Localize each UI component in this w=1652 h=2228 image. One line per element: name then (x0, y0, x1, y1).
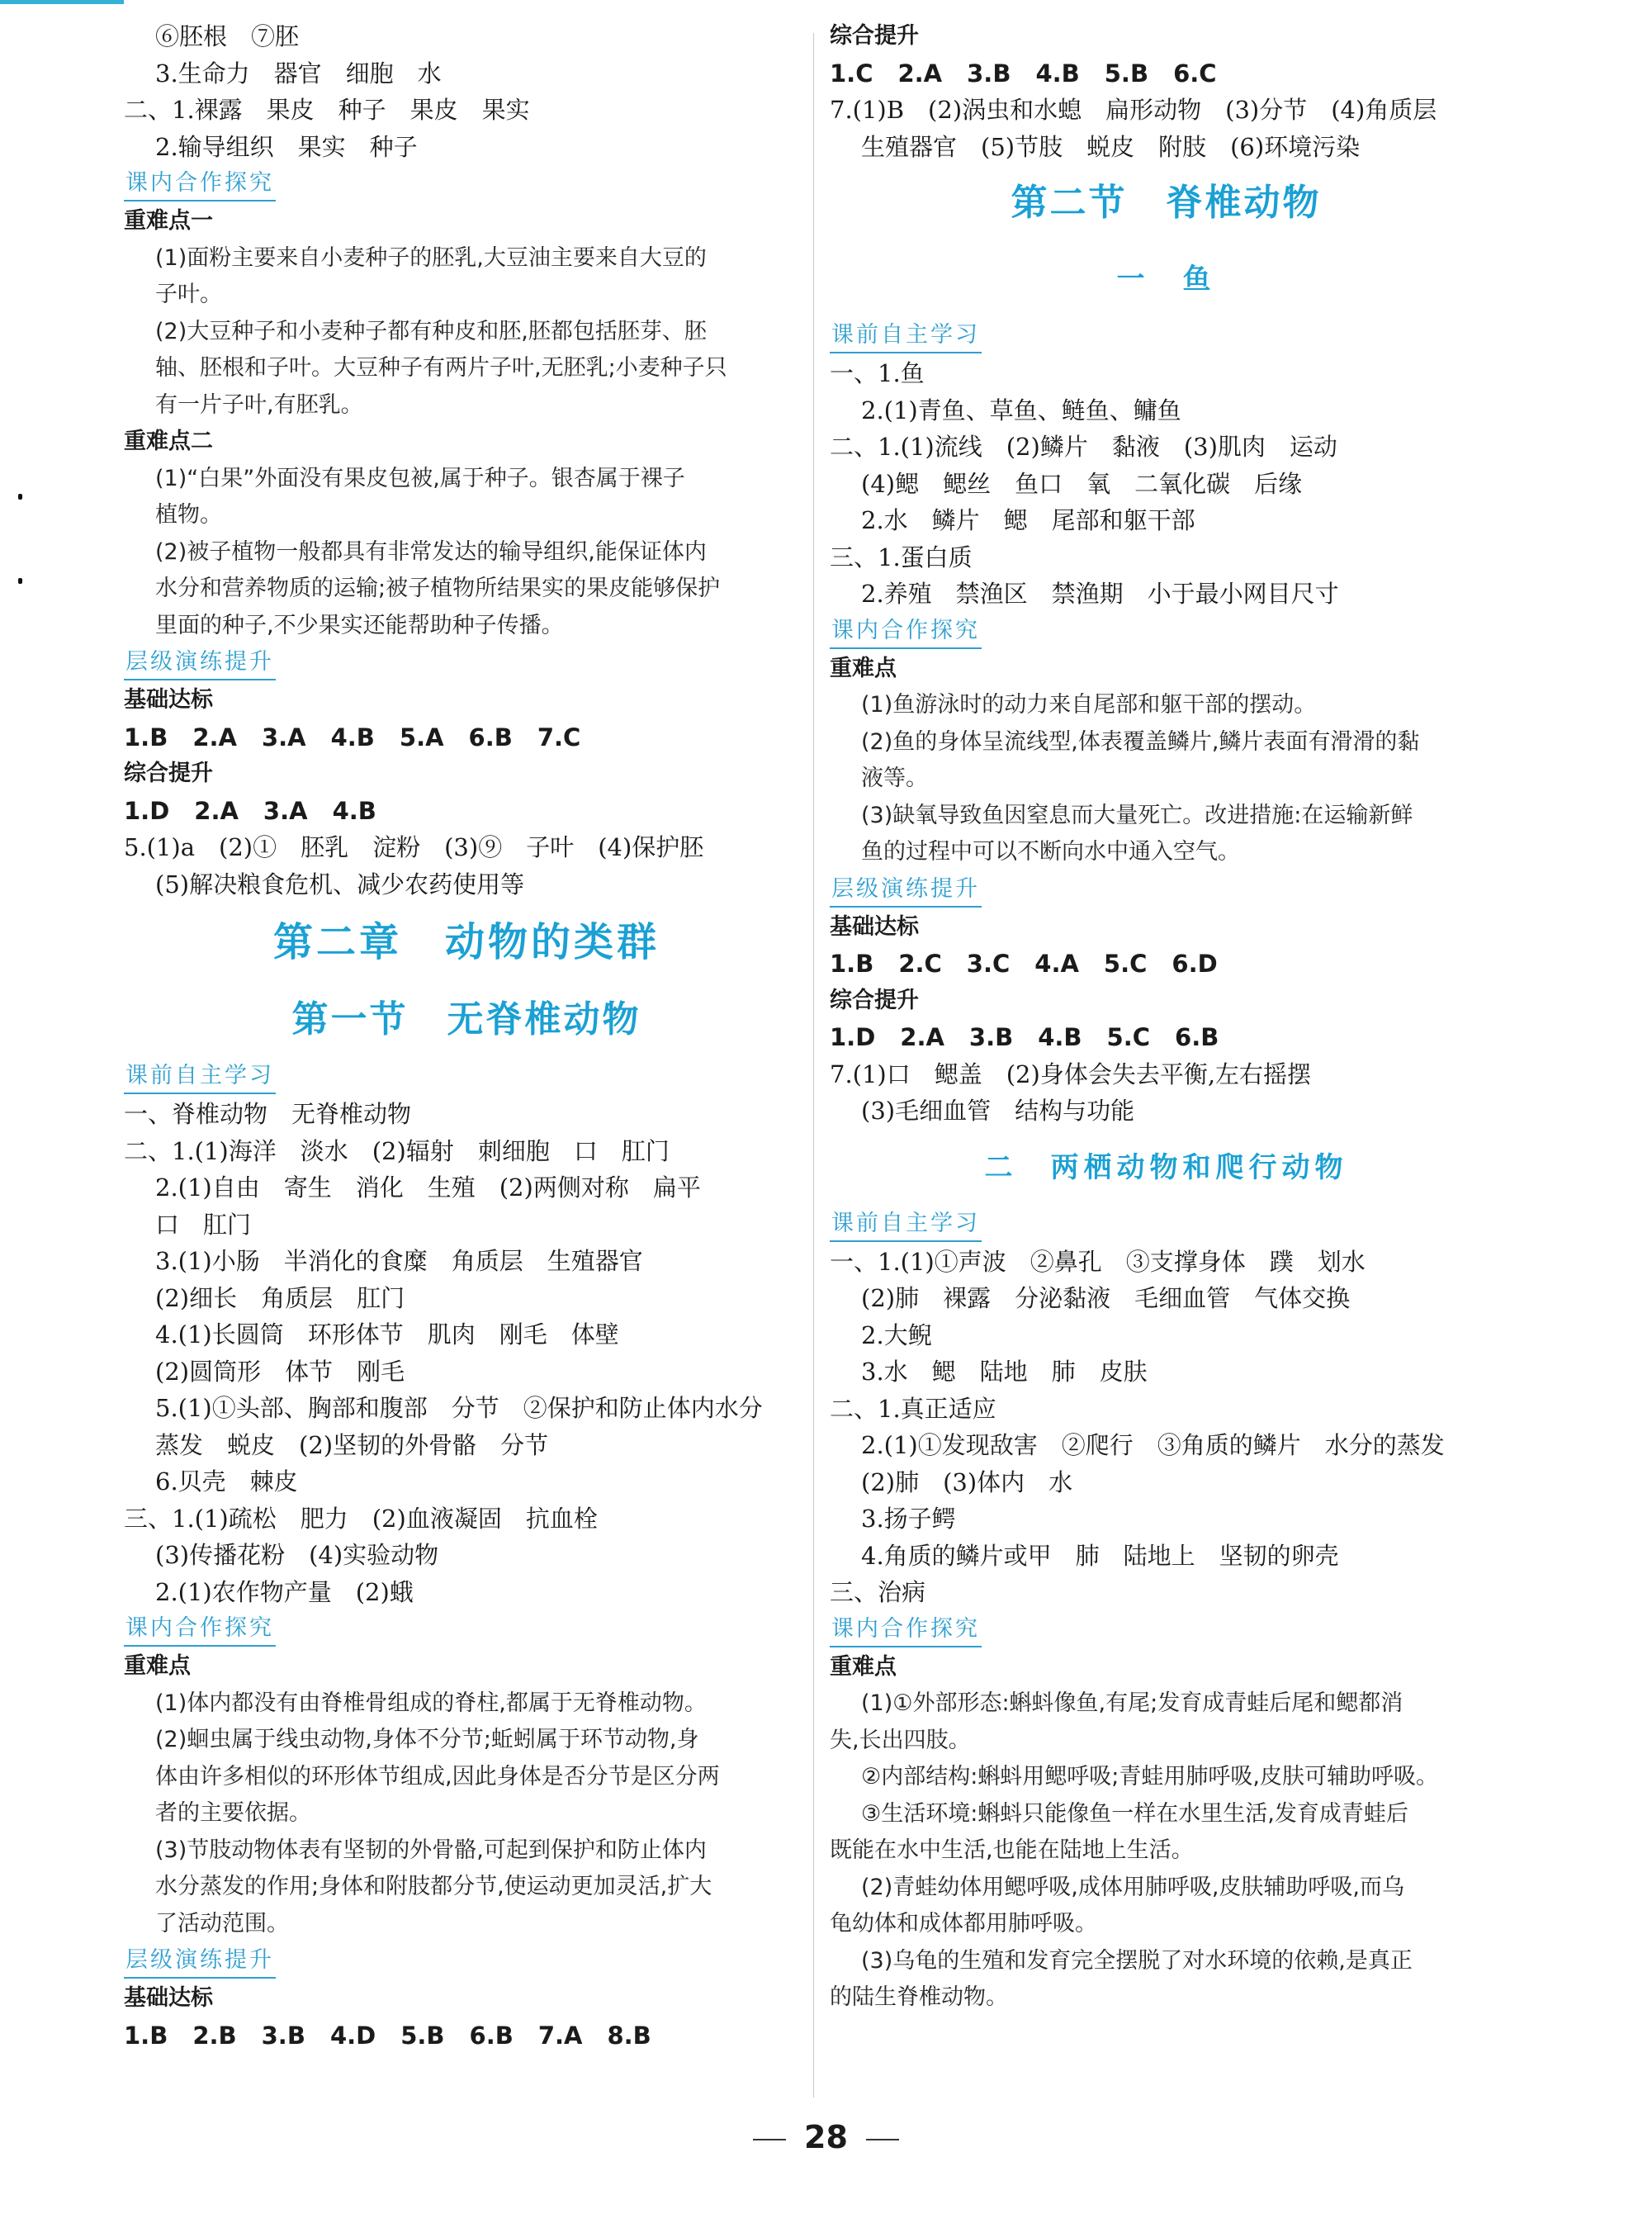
answer-line: 二、1.真正适应 (830, 1394, 996, 1423)
answer-line: 口 肛门 (155, 1210, 252, 1239)
left-column (124, 18, 809, 2054)
section-header-row (124, 644, 809, 682)
answer-line: 蒸发 蜕皮 (2)坚韧的外骨骼 分节 (155, 1430, 549, 1459)
answer-item: 7.A (537, 2021, 583, 2050)
answer-line: 5.(1)①头部、胸部和腹部 分节 ②保护和防止体内水分 (155, 1394, 763, 1422)
answer-line: 2.养殖 禁渔区 禁渔期 小于最小网目尺寸 (861, 580, 1339, 608)
explanation-line: 有一片子叶,有胚乳。 (155, 391, 363, 418)
explanation-line: (2)蛔虫属于线虫动物,身体不分节;蚯蚓属于环节动物,身 (155, 1727, 699, 1752)
explanation-line: ②内部结构:蝌蚪用鳃呼吸;青蛙用肺呼吸,皮肤可辅助呼吸。 (861, 1764, 1438, 1790)
explanation-line: 龟幼体和成体都用肺呼吸。 (830, 1911, 1097, 1936)
answer-item: 1.B (124, 723, 168, 751)
section-header: 课前自主学习 (830, 319, 982, 353)
answer-row (830, 946, 1503, 983)
answer-item: 5.A (399, 723, 444, 751)
subsection-label: 综合提升 (124, 761, 213, 786)
subsection-label: 重难点 (124, 1653, 191, 1679)
explanation-line: 子叶。 (155, 282, 222, 307)
subsection-label: 基础达标 (124, 1985, 213, 2011)
answer-item: 1.C (830, 59, 873, 88)
answer-line: 2.(1)农作物产量 (2)蛾 (155, 1577, 414, 1606)
subsection-title: 一 鱼 (1116, 263, 1216, 296)
answer-line: 一、1.鱼 (830, 359, 925, 387)
explanation-line: (3)乌龟的生殖和发育完全摆脱了对水环境的依赖,是真正 (861, 1947, 1413, 1974)
footer-dash (866, 2139, 899, 2140)
answer-item: 2.C (898, 950, 942, 978)
answer-line: 二、1.(1)流线 (2)鳞片 黏液 (3)肌肉 运动 (830, 433, 1337, 461)
answer-item: 2.A (192, 723, 237, 751)
section-header: 层级演练提升 (124, 646, 276, 680)
explanation-line: ③生活环境:蝌蚪只能像鱼一样在水里生活,发育成青蛙后 (861, 1800, 1408, 1827)
section-header: 课内合作探究 (124, 167, 276, 201)
explanation-line: (2)青蛙幼体用鳃呼吸,成体用肺呼吸,皮肤辅助呼吸,而乌 (861, 1874, 1404, 1900)
answer-line: (2)圆筒形 体节 刚毛 (155, 1357, 405, 1386)
explanation-line: 水分和营养物质的运输;被子植物所结果实的果皮能够保护 (155, 576, 721, 601)
explanation-line: 了活动范围。 (155, 1910, 289, 1936)
top-accent-bar (0, 0, 124, 4)
section-header: 课内合作探究 (830, 1613, 982, 1647)
explanation-line: (1)①外部形态:蝌蚪像鱼,有尾;发育成青蛙后尾和鳃都消 (861, 1690, 1403, 1716)
page-number-footer (0, 2119, 1652, 2155)
explanation-line: (2)鱼的身体呈流线型,体表覆盖鳞片,鳞片表面有滑滑的黏 (861, 728, 1420, 755)
section-header: 层级演练提升 (124, 1944, 276, 1979)
answer-line: 一、脊椎动物 无脊椎动物 (124, 1100, 412, 1128)
chapter-title: 第二章 动物的类群 (272, 919, 660, 965)
page-number: 28 (804, 2119, 848, 2155)
answer-line: 一、1.(1)①声波 ②鼻孔 ③支撑身体 蹼 划水 (830, 1247, 1366, 1276)
answer-item: 4.B (1035, 59, 1080, 88)
explanation-line: (1)“白果”外面没有果皮包被,属于种子。银杏属于裸子 (155, 465, 685, 491)
explanation-line: 里面的种子,不少果实还能帮助种子传播。 (155, 612, 564, 638)
subsection-label: 综合提升 (830, 987, 919, 1013)
answer-item: 3.B (261, 2021, 305, 2050)
scan-mark (18, 494, 22, 500)
answer-item: 2.A (194, 796, 239, 825)
explanation-line: (3)缺氧导致鱼因窒息而大量死亡。改进措施:在运输新鲜 (861, 802, 1413, 828)
answer-item: 3.B (967, 59, 1011, 88)
explanation-line: 既能在水中生活,也能在陆地上生活。 (830, 1837, 1194, 1863)
section-title: 第一节 无脊椎动物 (291, 998, 641, 1041)
explanation-line: 的陆生脊椎动物。 (830, 1984, 1008, 2010)
answer-item: 5.C (1106, 1023, 1151, 1051)
section-header: 课前自主学习 (124, 1059, 276, 1094)
section-header-row (124, 1610, 809, 1648)
answer-item: 5.B (400, 2021, 445, 2050)
explanation-line: (1)鱼游泳时的动力来自尾部和躯干部的摆动。 (861, 692, 1317, 718)
answer-line: 6.贝壳 棘皮 (155, 1467, 298, 1496)
right-column (830, 18, 1503, 2017)
answer-item: 1.D (830, 1023, 876, 1051)
answer-item: 1.B (830, 950, 874, 978)
answer-item: 6.D (1172, 950, 1218, 978)
footer-dash (753, 2139, 786, 2140)
answer-row (124, 793, 809, 830)
explanation-line: 液等。 (861, 766, 928, 791)
subsection-label: 综合提升 (830, 23, 919, 49)
answer-line: 三、治病 (830, 1578, 926, 1606)
section-header-row (830, 871, 1503, 909)
answer-line: 生殖器官 (5)节肢 蜕皮 附肢 (6)环境污染 (861, 132, 1361, 161)
answer-line: 4.(1)长圆筒 环形体节 肌肉 刚毛 体壁 (155, 1320, 619, 1349)
section-header-row (830, 317, 1503, 355)
answer-item: 5.C (1103, 950, 1148, 978)
explanation-line: 轴、胚根和子叶。大豆种子有两片子叶,无胚乳;小麦种子只 (155, 355, 727, 381)
answer-item: 2.A (897, 59, 943, 88)
explanation-line: (1)体内都没有由脊椎骨组成的脊柱,都属于无脊椎动物。 (155, 1690, 707, 1716)
answer-row (124, 2017, 809, 2055)
answer-line: 2.(1)自由 寄生 消化 生殖 (2)两侧对称 扁平 (155, 1173, 701, 1202)
explanation-line: 失,长出四肢。 (830, 1727, 971, 1753)
answer-line: 3.水 鳃 陆地 肺 皮肤 (861, 1358, 1148, 1386)
answer-item: 6.B (1175, 1023, 1219, 1051)
answer-line: 2.(1)青鱼、草鱼、鲢鱼、鳙鱼 (861, 396, 1181, 424)
answer-item: 6.B (469, 2021, 514, 2050)
answer-line: 2.水 鳞片 鳃 尾部和躯干部 (861, 506, 1195, 534)
answer-line: 二、1.(1)海洋 淡水 (2)辐射 刺细胞 口 肛门 (124, 1136, 670, 1165)
answer-line: 二、1.裸露 果皮 种子 果皮 果实 (124, 96, 530, 124)
section-header-row (124, 1058, 809, 1096)
answer-item: 8.B (607, 2021, 651, 2050)
explanation-line: (1)面粉主要来自小麦种子的胚乳,大豆油主要来自大豆的 (155, 244, 707, 271)
explanation-line: 鱼的过程中可以不断向水中通入空气。 (861, 839, 1240, 865)
subsection-label: 基础达标 (124, 687, 213, 713)
section-header-row (830, 1206, 1503, 1244)
answer-line: 7.(1)B (2)涡虫和水螅 扁形动物 (3)分节 (4)角质层 (830, 96, 1437, 124)
explanation-line: 者的主要依据。 (155, 1800, 311, 1826)
subsection-title: 二 两栖动物和爬行动物 (984, 1150, 1348, 1184)
answer-line: (3)毛细血管 结构与功能 (861, 1097, 1135, 1125)
explanation-line: 水分蒸发的作用;身体和附肢都分节,使运动更加灵活,扩大 (155, 1874, 712, 1899)
subsection-label: 重难点 (830, 655, 897, 681)
answer-line: ⑥胚根 ⑦胚 (155, 22, 300, 50)
answer-line: 4.角质的鳞片或甲 肺 陆地上 坚韧的卵壳 (861, 1541, 1339, 1570)
answer-line: 3.扬子鳄 (861, 1505, 956, 1533)
answer-line: 2.大鲵 (861, 1320, 932, 1349)
answer-line: (2)肺 裸露 分泌黏液 毛细血管 气体交换 (861, 1284, 1351, 1312)
subsection-label: 重难点二 (124, 429, 213, 454)
section-title: 第二节 脊椎动物 (1011, 182, 1322, 224)
answer-item: 4.B (330, 723, 375, 751)
answer-line: (5)解决粮食危机、减少农药使用等 (155, 870, 525, 898)
answer-item: 5.B (1104, 59, 1149, 88)
answer-item: 2.A (900, 1023, 944, 1051)
answer-line: (2)细长 角质层 肛门 (155, 1283, 405, 1312)
answer-item: 3.C (966, 950, 1011, 978)
section-header: 层级演练提升 (830, 873, 982, 908)
answer-item: 3.B (968, 1023, 1014, 1051)
answer-row (830, 1019, 1503, 1056)
answer-line: 三、1.蛋白质 (830, 543, 973, 571)
answer-line: 7.(1)口 鳃盖 (2)身体会失去平衡,左右摇摆 (830, 1059, 1312, 1088)
answer-line: 3.(1)小肠 半消化的食糜 角质层 生殖器官 (155, 1247, 643, 1275)
explanation-line: (2)大豆种子和小麦种子都有种皮和胚,胚都包括胚芽、胚 (155, 318, 707, 344)
section-header: 课前自主学习 (830, 1207, 982, 1242)
answer-line: 2.(1)①发现敌害 ②爬行 ③角质的鳞片 水分的蒸发 (861, 1431, 1445, 1459)
answer-row (830, 55, 1503, 92)
explanation-line: (3)节肢动物体表有坚韧的外骨骼,可起到保护和防止体内 (155, 1837, 707, 1863)
column-divider (813, 33, 814, 2098)
section-header-row (830, 613, 1503, 651)
answer-line: (4)鳃 鳃丝 鱼口 氧 二氧化碳 后缘 (861, 469, 1303, 498)
answer-item: 3.A (263, 796, 308, 825)
answer-line: 3.生命力 器官 细胞 水 (155, 59, 442, 88)
answer-item: 6.C (1173, 59, 1217, 88)
answer-item: 4.A (1034, 950, 1079, 978)
scan-mark (18, 578, 22, 584)
answer-line: 三、1.(1)疏松 肥力 (2)血液凝固 抗血栓 (124, 1504, 598, 1533)
answer-item: 4.B (1038, 1023, 1082, 1051)
answer-item: 4.D (329, 2021, 376, 2050)
section-header: 课内合作探究 (124, 1612, 276, 1647)
answer-line: 5.(1)a (2)① 胚乳 淀粉 (3)⑨ 子叶 (4)保护胚 (124, 833, 704, 861)
subsection-label: 重难点一 (124, 208, 213, 234)
section-header: 课内合作探究 (830, 614, 982, 649)
section-header-row (830, 1611, 1503, 1649)
subsection-label: 重难点 (830, 1653, 897, 1680)
answer-item: 1.D (124, 796, 170, 825)
answer-item: 1.B (124, 2021, 168, 2050)
answer-item: 3.A (261, 723, 306, 751)
answer-item: 7.C (537, 723, 581, 751)
explanation-line: 体由许多相似的环形体节组成,因此身体是否分节是区分两 (155, 1763, 720, 1790)
answer-row (124, 719, 809, 756)
subsection-label: 基础达标 (830, 913, 919, 940)
answer-line: 2.输导组织 果实 种子 (155, 132, 418, 161)
answer-item: 2.B (192, 2021, 237, 2050)
answer-item: 4.B (332, 796, 376, 825)
section-header-row (124, 1942, 809, 1980)
answer-item: 6.B (468, 723, 513, 751)
answer-line: (2)肺 (3)体内 水 (861, 1467, 1073, 1496)
explanation-line: (2)被子植物一般都具有非常发达的输导组织,能保证体内 (155, 538, 707, 565)
section-header-row (124, 165, 809, 203)
answer-line: (3)传播花粉 (4)实验动物 (155, 1541, 439, 1569)
explanation-line: 植物。 (155, 502, 222, 528)
